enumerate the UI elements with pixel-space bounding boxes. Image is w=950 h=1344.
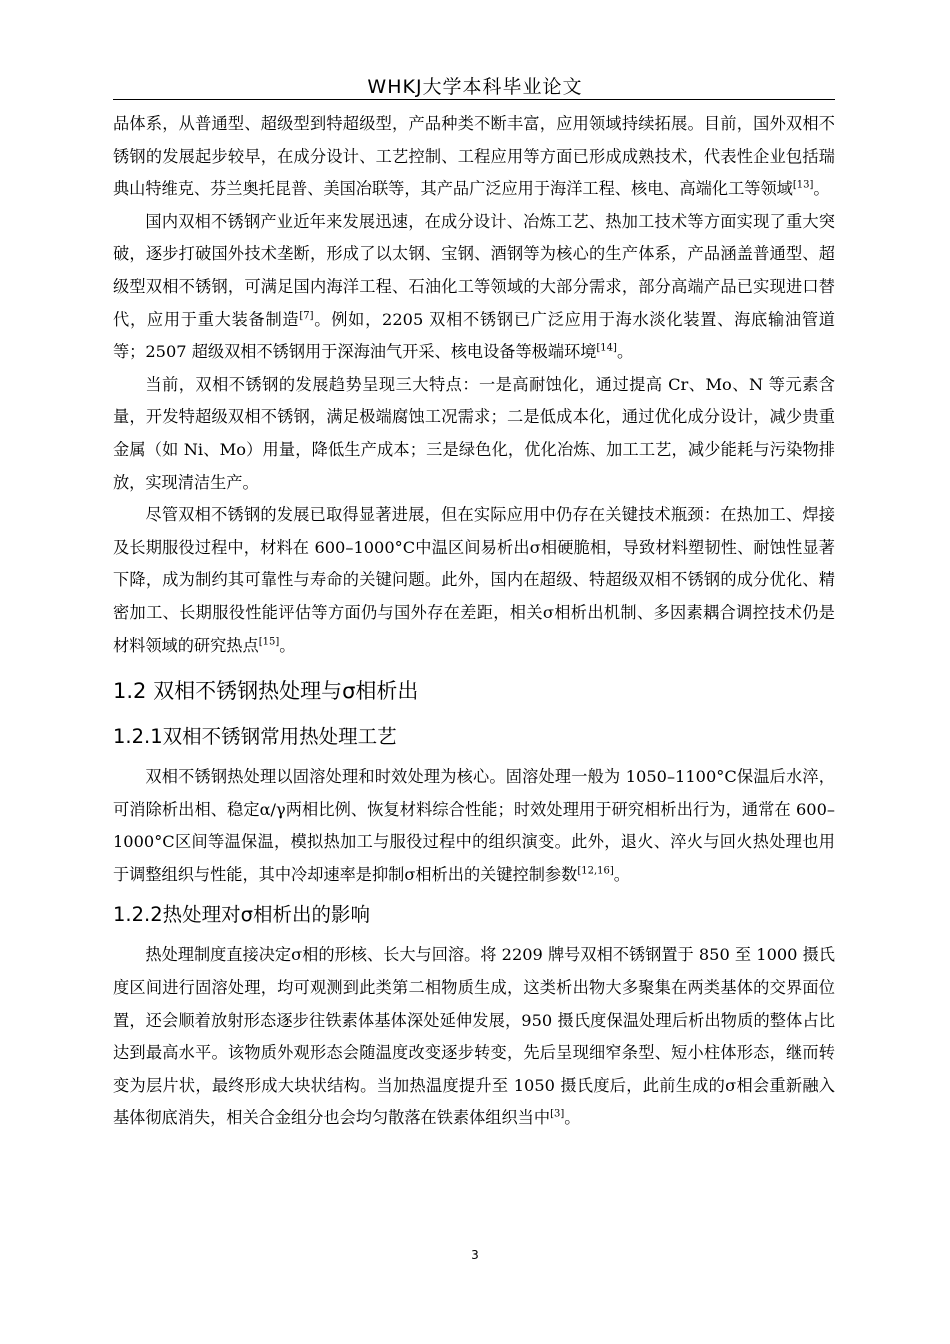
citation: [15] — [258, 636, 280, 648]
page-number: 3 — [471, 1248, 479, 1262]
subsection-heading-1-2-2: 1.2.2热处理对σ相析出的影响 — [113, 903, 370, 927]
paragraph-domestic-industry: 国内双相不锈钢产业近年来发展迅速，在成分设计、冶炼工艺、热加工技术等方面实现了重大突破，逐步打破国外技术垄断，形成了以太钢、宝钢、酒钢等为核心的生产体系，产品涵盖普通型、超级型双相不锈钢，可满足国内海洋工程、石油化工等领域的大部分需求，部分高端产品已实现进口替代，应用于重大装备制造[7]。例如，2205 双相不锈钢已广泛应用于海水淡化装置、海底输油管道等；2507 超级双相不锈钢用于深海油气开采、核电设备等极端环境[14]。 — [113, 211, 835, 362]
citation: [12,16] — [577, 865, 614, 877]
citation: [13] — [792, 179, 814, 191]
paragraph-trends: 当前，双相不锈钢的发展趋势呈现三大特点：一是高耐蚀化，通过提高 Cr、Mo、N 等元素含量，开发特超级双相不锈钢，满足极端腐蚀工况需求；二是低成本化，通过优化成分设计，减少贵重金属（如 Ni、Mo）用量，降低生产成本；三是绿色化，优化冶炼、加工工艺，减少能耗与污染物排放，实现清洁生产。 — [113, 374, 835, 492]
paragraph-bottlenecks: 尽管双相不锈钢的发展已取得显著进展，但在实际应用中仍存在关键技术瓶颈：在热加工、焊接及长期服役过程中，材料在 600–1000°C中温区间易析出σ相硬脆相，导致材料塑韧性、耐蚀性显著下降，成为制约其可靠性与寿命的关键问题。此外，国内在超级、特超级双相不锈钢的成分优化、精密加工、长期服役性能评估等方面仍与国外存在差距，相关σ相析出机制、多因素耦合调控技术仍是材料领域的研究热点[15]。 — [113, 505, 835, 655]
citation: [14] — [596, 342, 617, 354]
citation: [7] — [299, 310, 314, 322]
paragraph-sigma-phase: 热处理制度直接决定σ相的形核、长大与回溶。将 2209 牌号双相不锈钢置于 850 至 1000 摄氏度区间进行固溶处理，均可观测到此类第二相物质生成，这类析出物大多聚集在两类基体的交界面位置，还会顺着放射形态逐步往铁素体基体深处延伸发展，950 摄氏度保温处理后析出物质的整体占比达到最高水平。该物质外观形态会随温度改变逐步转变，先后呈现细窄条型、短小柱体形态，继而转变为层片状，最终形成大块状结构。当加热温度提升至 1050 摄氏度后，此前生成的σ相会重新融入基体彻底消失，相关合金组分也会均匀散落在铁素体组织当中[3]。 — [113, 945, 835, 1128]
subsection-heading-1-2-1: 1.2.1双相不锈钢常用热处理工艺 — [113, 725, 397, 749]
paragraph-continuation: 品体系，从普通型、超级型到特超级型，产品种类不断丰富，应用领域持续拓展。目前，国外双相不锈钢的发展起步较早，在成分设计、工艺控制、工程应用等方面已形成成熟技术，代表性企业包括瑞典山特维克、芬兰奥托昆普、美国冶联等，其产品广泛应用于海洋工程、核电、高端化工等领域[13]。 — [113, 114, 835, 199]
paragraph-heat-treatment: 双相不锈钢热处理以固溶处理和时效处理为核心。固溶处理一般为 1050–1100°C保温后水淬，可消除析出相、稳定α/γ两相比例、恢复材料综合性能；时效处理用于研究相析出行为，通常在 600–1000°C区间等温保温，模拟热加工与服役过程中的组织演变。此外，退火、淬火与回火热处理也用于调整组织与性能，其中冷却速率是抑制σ相析出的关键控制参数[12,16]。 — [113, 767, 835, 884]
document-body — [113, 108, 835, 1135]
running-header: WHKJ大学本科毕业论文 — [367, 76, 583, 98]
citation: [3] — [550, 1109, 565, 1121]
header-rule — [113, 99, 835, 100]
section-heading-1-2: 1.2 双相不锈钢热处理与σ相析出 — [113, 679, 419, 704]
